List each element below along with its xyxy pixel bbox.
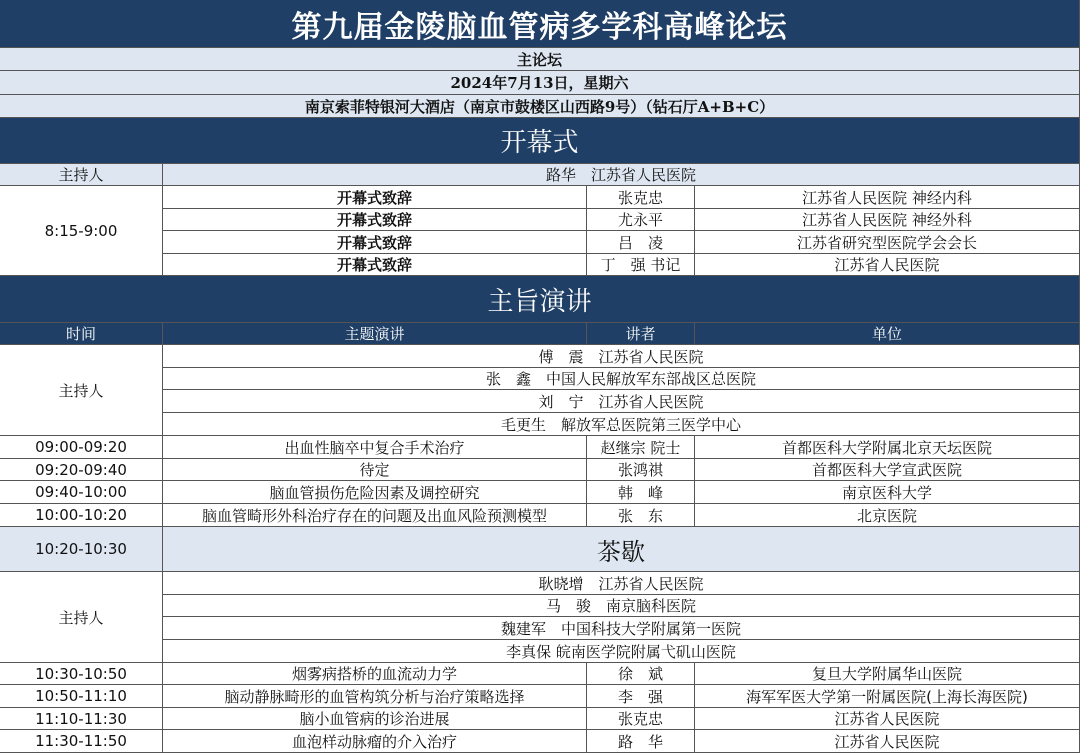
- opening-unit: 江苏省人民医院 神经内科: [695, 186, 1080, 209]
- talk-topic: 脑动静脉畸形的血管构筑分析与治疗策略选择: [163, 685, 587, 708]
- title-row: [0, 0, 1080, 48]
- host-name: 傅 震 江苏省人民医院: [163, 345, 1080, 368]
- break-label: 茶歇: [163, 527, 1080, 572]
- opening-host: 路华 江苏省人民医院: [163, 164, 1080, 186]
- opening-unit: 江苏省人民医院: [695, 254, 1080, 276]
- forum-title: [0, 0, 1080, 48]
- opening-host-row: [0, 164, 1080, 186]
- column-header-time: 时间: [0, 323, 163, 345]
- table-row: [0, 663, 1080, 685]
- talk-topic: 烟雾病搭桥的血流动力学: [163, 663, 587, 685]
- opening-heading-text: 开幕式: [500, 128, 579, 158]
- talk-topic: 脑血管畸形外科治疗存在的问题及出血风险预测模型: [163, 504, 587, 527]
- date: [0, 71, 1080, 95]
- talk-speaker: 路 华: [587, 730, 695, 753]
- date-text: 2024年7月13日，星期六: [450, 74, 629, 92]
- keynote-heading-row: [0, 276, 1080, 323]
- subtitle: [0, 48, 1080, 71]
- section-heading-opening: [0, 118, 1080, 164]
- talk-time: 09:40-10:00: [0, 481, 163, 504]
- talk-time: 11:10-11:30: [0, 708, 163, 730]
- table-row: [0, 481, 1080, 504]
- opening-speaker: 张克忠: [587, 186, 695, 209]
- forum-title-text: 第九届金陵脑血管病多学科高峰论坛: [291, 9, 788, 45]
- talk-time: 10:30-10:50: [0, 663, 163, 685]
- opening-topic: 开幕式致辞: [163, 231, 587, 254]
- talk-unit: 南京医科大学: [695, 481, 1080, 504]
- talk-unit: 复旦大学附属华山医院: [695, 663, 1080, 685]
- subtitle-row: [0, 48, 1080, 71]
- opening-speaker: 尤永平: [587, 209, 695, 231]
- talk-time: 10:50-11:10: [0, 685, 163, 708]
- table-row: [0, 730, 1080, 753]
- keynote-heading-text: 主旨演讲: [487, 286, 592, 317]
- host-row: [0, 390, 1080, 413]
- talk-unit: 江苏省人民医院: [695, 708, 1080, 730]
- talk-speaker: 韩 峰: [587, 481, 695, 504]
- date-row: [0, 71, 1080, 95]
- host-row: [0, 345, 1080, 368]
- host-name: 耿晓增 江苏省人民医院: [163, 572, 1080, 595]
- host-name: 毛更生 解放军总医院第三医学中心: [163, 413, 1080, 436]
- column-header-topic: 主题演讲: [163, 323, 587, 345]
- talk-topic: 血泡样动脉瘤的介入治疗: [163, 730, 587, 753]
- opening-row: [0, 209, 1080, 231]
- talk-topic: 脑血管损伤危险因素及调控研究: [163, 481, 587, 504]
- column-header-row: [0, 323, 1080, 345]
- host-row: [0, 572, 1080, 595]
- section-heading-keynote: [0, 276, 1080, 323]
- talk-unit: 海军军医大学第一附属医院(上海长海医院): [695, 685, 1080, 708]
- opening-time: 8:15-9:00: [0, 186, 163, 276]
- talk-time: 10:00-10:20: [0, 504, 163, 527]
- talk-unit: 北京医院: [695, 504, 1080, 527]
- talk-time: 09:20-09:40: [0, 459, 163, 481]
- table-row: [0, 459, 1080, 481]
- opening-heading-row: [0, 118, 1080, 164]
- venue-text: 南京索菲特银河大酒店（南京市鼓楼区山西路9号）（钻石厅A+B+C）: [304, 97, 775, 116]
- host-label: 主持人: [0, 164, 163, 186]
- opening-row: [0, 186, 1080, 209]
- table-row: [0, 708, 1080, 730]
- opening-speaker: 吕 凌: [587, 231, 695, 254]
- talk-time: 09:00-09:20: [0, 436, 163, 459]
- talk-unit: 首都医科大学宣武医院: [695, 459, 1080, 481]
- host-label: 主持人: [0, 345, 163, 436]
- talk-speaker: 李 强: [587, 685, 695, 708]
- host-row: [0, 617, 1080, 640]
- talk-topic: 待定: [163, 459, 587, 481]
- host-row: [0, 368, 1080, 390]
- table-row: [0, 504, 1080, 527]
- host-name: 张 鑫 中国人民解放军东部战区总医院: [163, 368, 1080, 390]
- venue-row: [0, 95, 1080, 118]
- host-row: [0, 413, 1080, 436]
- host-name: 魏建军 中国科技大学附属第一医院: [163, 617, 1080, 640]
- opening-topic: 开幕式致辞: [163, 209, 587, 231]
- talk-unit: 首都医科大学附属北京天坛医院: [695, 436, 1080, 459]
- table-row: [0, 436, 1080, 459]
- column-header-speaker: 讲者: [587, 323, 695, 345]
- table-row: [0, 685, 1080, 708]
- opening-topic: 开幕式致辞: [163, 254, 587, 276]
- talk-topic: 脑小血管病的诊治进展: [163, 708, 587, 730]
- talk-speaker: 张鸿祺: [587, 459, 695, 481]
- host-name: 马 骏 南京脑科医院: [163, 595, 1080, 617]
- opening-row: [0, 231, 1080, 254]
- opening-unit: 江苏省人民医院 神经外科: [695, 209, 1080, 231]
- talk-speaker: 赵继宗 院士: [587, 436, 695, 459]
- talk-speaker: 徐 斌: [587, 663, 695, 685]
- opening-unit: 江苏省研究型医院学会会长: [695, 231, 1080, 254]
- host-row: [0, 640, 1080, 663]
- column-header-unit: 单位: [695, 323, 1080, 345]
- opening-topic: 开幕式致辞: [163, 186, 587, 209]
- host-label: 主持人: [0, 572, 163, 663]
- talk-unit: 江苏省人民医院: [695, 730, 1080, 753]
- talk-speaker: 张克忠: [587, 708, 695, 730]
- break-row: [0, 527, 1080, 572]
- talk-topic: 出血性脑卒中复合手术治疗: [163, 436, 587, 459]
- opening-row: [0, 254, 1080, 276]
- host-name: 李真保 皖南医学院附属弋矶山医院: [163, 640, 1080, 663]
- venue: [0, 95, 1080, 118]
- host-name: 刘 宁 江苏省人民医院: [163, 390, 1080, 413]
- talk-time: 11:30-11:50: [0, 730, 163, 753]
- host-row: [0, 595, 1080, 617]
- opening-speaker: 丁 强 书记: [587, 254, 695, 276]
- talk-speaker: 张 东: [587, 504, 695, 527]
- subtitle-text: 主论坛: [516, 50, 562, 69]
- break-time: 10:20-10:30: [0, 527, 163, 572]
